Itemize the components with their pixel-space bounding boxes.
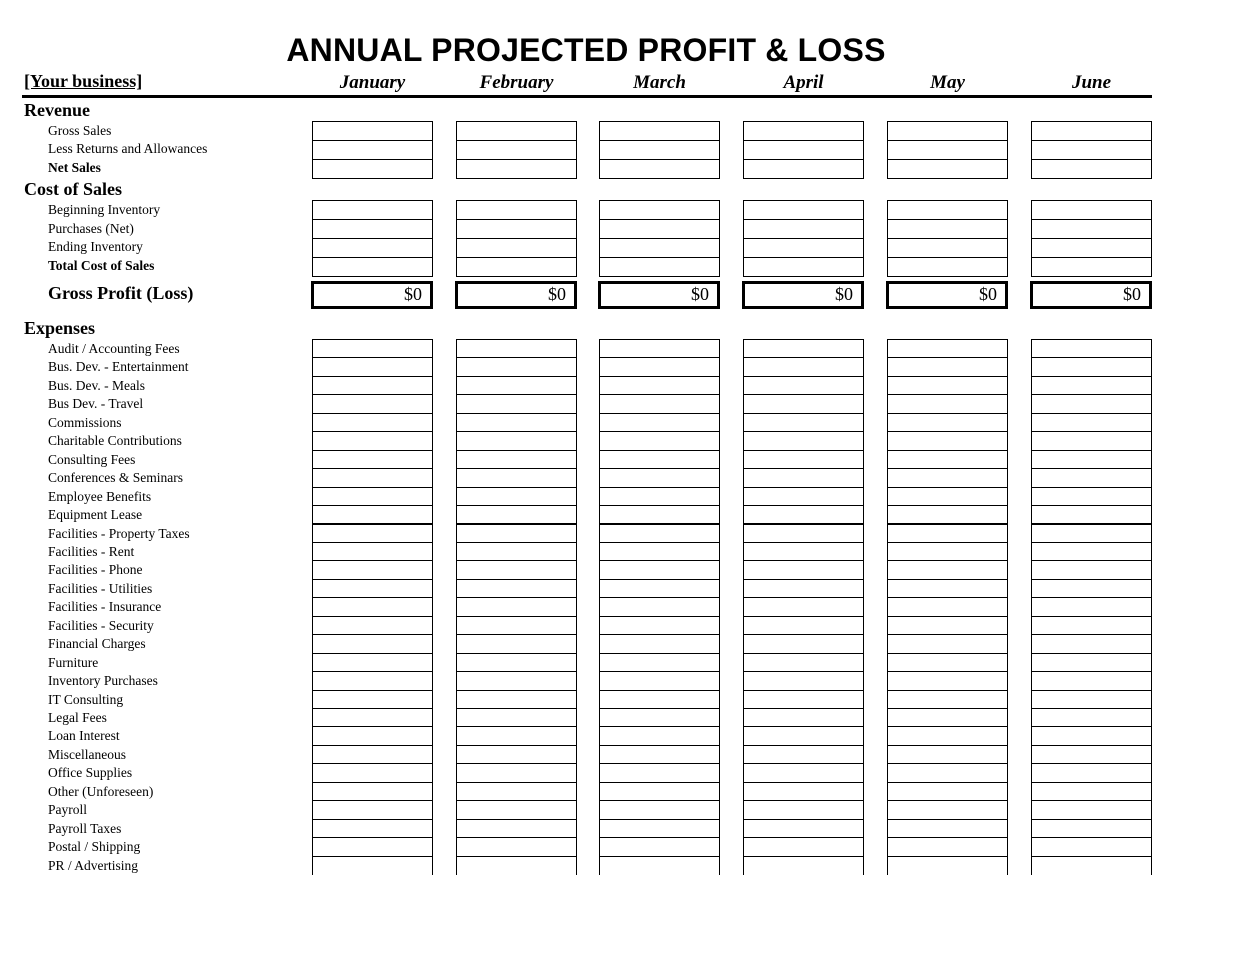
entry-cell[interactable] xyxy=(887,763,1008,782)
entry-cell[interactable] xyxy=(1031,837,1152,856)
entry-cell[interactable] xyxy=(743,339,864,358)
business-name[interactable]: [Your business] xyxy=(24,71,143,91)
entry-cell[interactable] xyxy=(599,413,720,432)
entry-cell[interactable] xyxy=(887,856,1008,875)
entry-cell[interactable] xyxy=(599,524,720,543)
row-label: Facilities - Phone xyxy=(48,562,143,578)
entry-cell[interactable] xyxy=(1031,219,1152,239)
entry-cell[interactable] xyxy=(743,468,864,487)
entry-cell[interactable] xyxy=(599,140,720,160)
row-label: Bus Dev. - Travel xyxy=(48,396,144,412)
entry-cell[interactable] xyxy=(599,856,720,875)
month-header: February xyxy=(479,72,554,93)
entry-cell[interactable] xyxy=(887,653,1008,672)
entry-cell[interactable] xyxy=(456,505,577,524)
entry-cell[interactable] xyxy=(456,257,577,277)
entry-cell[interactable] xyxy=(743,616,864,635)
entry-cell[interactable] xyxy=(599,238,720,258)
row-label: PR / Advertising xyxy=(48,857,139,873)
entry-cell[interactable] xyxy=(456,376,577,395)
entry-cell[interactable] xyxy=(456,690,577,709)
entry-cell[interactable] xyxy=(743,671,864,690)
entry-cell[interactable] xyxy=(1031,671,1152,690)
row-label: Payroll xyxy=(48,802,87,818)
row-label: Inventory Purchases xyxy=(48,673,158,689)
row-label: Gross Sales xyxy=(48,123,112,138)
row-label: Audit / Accounting Fees xyxy=(48,341,180,356)
month-header: June xyxy=(1071,72,1112,93)
entry-cell[interactable] xyxy=(743,238,864,258)
entry-cell[interactable] xyxy=(743,121,864,141)
entry-cell[interactable] xyxy=(887,159,1008,179)
entry-cell[interactable] xyxy=(1031,339,1152,358)
entry-cell[interactable] xyxy=(743,819,864,838)
entry-cell[interactable] xyxy=(456,634,577,653)
entry-cell[interactable] xyxy=(887,800,1008,819)
entry-cell[interactable] xyxy=(743,726,864,745)
entry-cell[interactable] xyxy=(312,560,433,579)
entry-cell[interactable] xyxy=(312,121,433,141)
gross-profit-cell: $0 xyxy=(311,281,433,309)
entry-cell[interactable] xyxy=(599,653,720,672)
entry-cell[interactable] xyxy=(743,450,864,469)
entry-cell[interactable] xyxy=(887,542,1008,561)
entry-cell[interactable] xyxy=(312,856,433,875)
entry-cell[interactable] xyxy=(456,140,577,160)
entry-cell[interactable] xyxy=(1031,468,1152,487)
month-header: May xyxy=(930,72,965,93)
entry-cell[interactable] xyxy=(312,597,433,616)
entry-cell[interactable] xyxy=(1031,200,1152,220)
entry-cell[interactable] xyxy=(743,653,864,672)
entry-cell[interactable] xyxy=(743,376,864,395)
entry-cell[interactable] xyxy=(743,837,864,856)
month-header: January xyxy=(339,72,406,93)
row-label: Bus. Dev. - Meals xyxy=(48,377,145,393)
row-label: Facilities - Property Taxes xyxy=(48,525,190,541)
entry-cell[interactable] xyxy=(887,339,1008,358)
entry-cell[interactable] xyxy=(743,524,864,543)
entry-cell[interactable] xyxy=(312,763,433,782)
entry-cell[interactable] xyxy=(456,856,577,875)
entry-cell[interactable] xyxy=(887,450,1008,469)
entry-cell[interactable] xyxy=(599,468,720,487)
entry-cell[interactable] xyxy=(1031,524,1152,543)
entry-cell[interactable] xyxy=(599,597,720,616)
entry-cell[interactable] xyxy=(743,413,864,432)
entry-cell[interactable] xyxy=(1031,394,1152,413)
entry-cell[interactable] xyxy=(1031,708,1152,727)
row-label: Purchases (Net) xyxy=(48,221,134,236)
entry-cell[interactable] xyxy=(456,413,577,432)
entry-cell[interactable] xyxy=(887,394,1008,413)
entry-cell[interactable] xyxy=(599,616,720,635)
gross-profit-cell: $0 xyxy=(598,281,720,309)
entry-cell[interactable] xyxy=(887,634,1008,653)
entry-cell[interactable] xyxy=(887,837,1008,856)
entry-cell[interactable] xyxy=(456,200,577,220)
entry-cell[interactable] xyxy=(599,726,720,745)
row-label: Total Cost of Sales xyxy=(48,258,155,273)
entry-cell[interactable] xyxy=(456,450,577,469)
row-label: Loan Interest xyxy=(48,728,120,744)
gross-profit-cell: $0 xyxy=(886,281,1008,309)
entry-cell[interactable] xyxy=(312,257,433,277)
entry-cell[interactable] xyxy=(312,487,433,506)
row-label: IT Consulting xyxy=(48,691,124,707)
entry-cell[interactable] xyxy=(456,726,577,745)
entry-cell[interactable] xyxy=(743,708,864,727)
entry-cell[interactable] xyxy=(599,121,720,141)
entry-cell[interactable] xyxy=(599,708,720,727)
entry-cell[interactable] xyxy=(312,159,433,179)
row-label: Payroll Taxes xyxy=(48,820,122,836)
entry-cell[interactable] xyxy=(456,708,577,727)
entry-cell[interactable] xyxy=(743,159,864,179)
row-label: Ending Inventory xyxy=(48,239,143,254)
entry-cell[interactable] xyxy=(599,357,720,376)
entry-cell[interactable] xyxy=(312,837,433,856)
entry-cell[interactable] xyxy=(599,579,720,598)
entry-cell[interactable] xyxy=(887,219,1008,239)
entry-cell[interactable] xyxy=(599,431,720,450)
entry-cell[interactable] xyxy=(599,763,720,782)
entry-cell[interactable] xyxy=(887,357,1008,376)
entry-cell[interactable] xyxy=(743,763,864,782)
entry-cell[interactable] xyxy=(599,671,720,690)
entry-cell[interactable] xyxy=(887,560,1008,579)
entry-cell[interactable] xyxy=(312,782,433,801)
entry-cell[interactable] xyxy=(1031,238,1152,258)
entry-cell[interactable] xyxy=(887,505,1008,524)
entry-cell[interactable] xyxy=(1031,819,1152,838)
entry-cell[interactable] xyxy=(887,616,1008,635)
entry-cell[interactable] xyxy=(312,505,433,524)
entry-cell[interactable] xyxy=(312,394,433,413)
entry-cell[interactable] xyxy=(456,487,577,506)
row-label: Net Sales xyxy=(48,160,101,175)
page-title: ANNUAL PROJECTED PROFIT & LOSS xyxy=(286,32,886,68)
entry-cell[interactable] xyxy=(456,671,577,690)
entry-cell[interactable] xyxy=(599,159,720,179)
entry-cell[interactable] xyxy=(743,634,864,653)
entry-cell[interactable] xyxy=(887,726,1008,745)
row-label: Other (Unforeseen) xyxy=(48,783,154,799)
entry-cell[interactable] xyxy=(1031,579,1152,598)
gross-profit-cell: $0 xyxy=(742,281,864,309)
entry-cell[interactable] xyxy=(1031,505,1152,524)
entry-cell[interactable] xyxy=(312,745,433,764)
entry-cell[interactable] xyxy=(599,200,720,220)
entry-cell[interactable] xyxy=(456,653,577,672)
entry-cell[interactable] xyxy=(312,450,433,469)
row-label: Facilities - Utilities xyxy=(48,580,153,596)
entry-cell[interactable] xyxy=(743,542,864,561)
entry-cell[interactable] xyxy=(1031,690,1152,709)
entry-cell[interactable] xyxy=(456,579,577,598)
row-label: Office Supplies xyxy=(48,765,133,781)
entry-cell[interactable] xyxy=(887,376,1008,395)
entry-cell[interactable] xyxy=(887,487,1008,506)
entry-cell[interactable] xyxy=(456,468,577,487)
entry-cell[interactable] xyxy=(599,219,720,239)
entry-cell[interactable] xyxy=(887,200,1008,220)
row-label: Bus. Dev. - Entertainment xyxy=(48,359,189,375)
entry-cell[interactable] xyxy=(1031,560,1152,579)
entry-cell[interactable] xyxy=(887,708,1008,727)
row-label: Financial Charges xyxy=(48,636,146,652)
entry-cell[interactable] xyxy=(456,782,577,801)
entry-cell[interactable] xyxy=(599,745,720,764)
entry-cell[interactable] xyxy=(743,505,864,524)
entry-cell[interactable] xyxy=(1031,653,1152,672)
entry-cell[interactable] xyxy=(599,450,720,469)
entry-cell[interactable] xyxy=(887,238,1008,258)
entry-cell[interactable] xyxy=(456,837,577,856)
entry-cell[interactable] xyxy=(743,200,864,220)
entry-cell[interactable] xyxy=(456,560,577,579)
entry-cell[interactable] xyxy=(599,394,720,413)
row-label: Facilities - Insurance xyxy=(48,599,162,615)
entry-cell[interactable] xyxy=(743,357,864,376)
entry-cell[interactable] xyxy=(743,800,864,819)
entry-cell[interactable] xyxy=(312,653,433,672)
entry-cell[interactable] xyxy=(456,431,577,450)
entry-cell[interactable] xyxy=(312,468,433,487)
entry-cell[interactable] xyxy=(456,763,577,782)
entry-cell[interactable] xyxy=(743,782,864,801)
entry-cell[interactable] xyxy=(887,468,1008,487)
entry-cell[interactable] xyxy=(456,339,577,358)
entry-cell[interactable] xyxy=(743,560,864,579)
entry-cell[interactable] xyxy=(1031,159,1152,179)
entry-cell[interactable] xyxy=(599,257,720,277)
entry-cell[interactable] xyxy=(599,339,720,358)
section-title-revenue: Revenue xyxy=(24,100,90,120)
entry-cell[interactable] xyxy=(599,800,720,819)
entry-cell[interactable] xyxy=(456,121,577,141)
entry-cell[interactable] xyxy=(312,819,433,838)
entry-cell[interactable] xyxy=(1031,487,1152,506)
entry-cell[interactable] xyxy=(599,487,720,506)
entry-cell[interactable] xyxy=(312,357,433,376)
entry-cell[interactable] xyxy=(887,819,1008,838)
entry-cell[interactable] xyxy=(456,800,577,819)
gross-profit-label: Gross Profit (Loss) xyxy=(48,283,194,303)
entry-cell[interactable] xyxy=(887,671,1008,690)
entry-cell[interactable] xyxy=(599,690,720,709)
entry-cell[interactable] xyxy=(312,671,433,690)
entry-cell[interactable] xyxy=(1031,763,1152,782)
entry-cell[interactable] xyxy=(743,745,864,764)
entry-cell[interactable] xyxy=(887,140,1008,160)
entry-cell[interactable] xyxy=(599,505,720,524)
entry-cell[interactable] xyxy=(456,745,577,764)
entry-cell[interactable] xyxy=(312,431,433,450)
entry-cell[interactable] xyxy=(887,413,1008,432)
entry-cell[interactable] xyxy=(312,726,433,745)
entry-cell[interactable] xyxy=(743,257,864,277)
entry-cell[interactable] xyxy=(456,597,577,616)
entry-cell[interactable] xyxy=(599,376,720,395)
entry-cell[interactable] xyxy=(456,357,577,376)
entry-cell[interactable] xyxy=(312,634,433,653)
entry-cell[interactable] xyxy=(312,616,433,635)
row-label: Furniture xyxy=(48,654,99,670)
entry-cell[interactable] xyxy=(743,140,864,160)
entry-cell[interactable] xyxy=(456,219,577,239)
entry-cell[interactable] xyxy=(599,634,720,653)
entry-cell[interactable] xyxy=(743,856,864,875)
entry-cell[interactable] xyxy=(1031,616,1152,635)
entry-cell[interactable] xyxy=(1031,431,1152,450)
row-label: Legal Fees xyxy=(48,710,107,725)
entry-cell[interactable] xyxy=(312,200,433,220)
section-title-cost-of-sales: Cost of Sales xyxy=(24,179,122,199)
entry-cell[interactable] xyxy=(1031,597,1152,616)
row-label: Consulting Fees xyxy=(48,451,136,467)
entry-cell[interactable] xyxy=(312,413,433,432)
entry-cell[interactable] xyxy=(743,597,864,616)
entry-cell[interactable] xyxy=(1031,800,1152,819)
entry-cell[interactable] xyxy=(887,431,1008,450)
entry-cell[interactable] xyxy=(599,560,720,579)
gross-profit-cell: $0 xyxy=(455,281,577,309)
row-label: Employee Benefits xyxy=(48,488,152,504)
entry-cell[interactable] xyxy=(887,597,1008,616)
entry-cell[interactable] xyxy=(312,524,433,543)
gross-profit-cell: $0 xyxy=(1030,281,1152,309)
entry-cell[interactable] xyxy=(312,800,433,819)
entry-cell[interactable] xyxy=(1031,542,1152,561)
entry-cell[interactable] xyxy=(312,219,433,239)
entry-cell[interactable] xyxy=(743,394,864,413)
entry-cell[interactable] xyxy=(456,524,577,543)
entry-cell[interactable] xyxy=(1031,413,1152,432)
row-label: Facilities - Rent xyxy=(48,543,135,559)
entry-cell[interactable] xyxy=(743,219,864,239)
entry-cell[interactable] xyxy=(1031,726,1152,745)
entry-cell[interactable] xyxy=(887,690,1008,709)
entry-cell[interactable] xyxy=(1031,140,1152,160)
row-label: Less Returns and Allowances xyxy=(48,141,208,156)
entry-cell[interactable] xyxy=(743,690,864,709)
month-header: March xyxy=(633,72,686,93)
row-label: Conferences & Seminars xyxy=(48,470,183,486)
entry-cell[interactable] xyxy=(1031,450,1152,469)
section-title-expenses: Expenses xyxy=(24,318,96,338)
entry-cell[interactable] xyxy=(312,376,433,395)
entry-cell[interactable] xyxy=(312,579,433,598)
entry-cell[interactable] xyxy=(599,782,720,801)
entry-cell[interactable] xyxy=(887,579,1008,598)
entry-cell[interactable] xyxy=(599,819,720,838)
row-label: Facilities - Security xyxy=(48,617,154,633)
entry-cell[interactable] xyxy=(887,524,1008,543)
entry-cell[interactable] xyxy=(1031,357,1152,376)
entry-cell[interactable] xyxy=(887,257,1008,277)
entry-cell[interactable] xyxy=(743,487,864,506)
entry-cell[interactable] xyxy=(456,238,577,258)
entry-cell[interactable] xyxy=(743,579,864,598)
entry-cell[interactable] xyxy=(312,238,433,258)
entry-cell[interactable] xyxy=(312,690,433,709)
entry-cell[interactable] xyxy=(887,121,1008,141)
row-label: Commissions xyxy=(48,414,122,430)
entry-cell[interactable] xyxy=(456,616,577,635)
entry-cell[interactable] xyxy=(1031,634,1152,653)
entry-cell[interactable] xyxy=(312,708,433,727)
entry-cell[interactable] xyxy=(743,431,864,450)
entry-cell[interactable] xyxy=(312,339,433,358)
entry-cell[interactable] xyxy=(456,394,577,413)
entry-cell[interactable] xyxy=(887,745,1008,764)
row-label: Charitable Contributions xyxy=(48,433,182,449)
entry-cell[interactable] xyxy=(599,542,720,561)
entry-cell[interactable] xyxy=(456,819,577,838)
entry-cell[interactable] xyxy=(1031,856,1152,875)
row-label: Miscellaneous xyxy=(48,746,126,762)
row-label: Equipment Lease xyxy=(48,507,143,523)
entry-cell[interactable] xyxy=(1031,376,1152,395)
entry-cell[interactable] xyxy=(1031,782,1152,801)
row-label: Postal / Shipping xyxy=(48,839,141,855)
month-header: April xyxy=(783,72,824,93)
header-rule xyxy=(22,95,1152,98)
row-label: Beginning Inventory xyxy=(48,202,161,217)
entry-cell[interactable] xyxy=(1031,257,1152,277)
entry-cell[interactable] xyxy=(599,837,720,856)
entry-cell[interactable] xyxy=(312,140,433,160)
entry-cell[interactable] xyxy=(456,159,577,179)
entry-cell[interactable] xyxy=(1031,121,1152,141)
entry-cell[interactable] xyxy=(456,542,577,561)
entry-cell[interactable] xyxy=(1031,745,1152,764)
entry-cell[interactable] xyxy=(312,542,433,561)
entry-cell[interactable] xyxy=(887,782,1008,801)
